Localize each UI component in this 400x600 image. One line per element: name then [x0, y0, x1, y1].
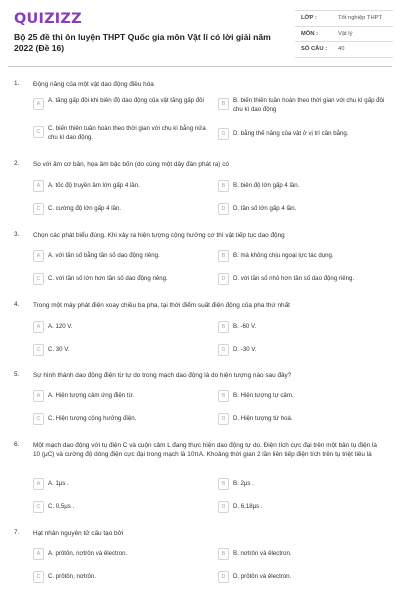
option-a[interactable] [33, 97, 213, 118]
page-header [0, 0, 400, 66]
option-letter-badge: A [33, 98, 44, 110]
quizizz-logo: QUIZIZZ [14, 11, 82, 27]
option-letter-badge: C [33, 413, 44, 425]
document-title: Bộ 25 đề thi ôn luyện THPT Quốc gia môn Vật lí có lời giải năm 2022 (Đề 16) [14, 32, 271, 53]
option-text: A. prôtôn, nơtrôn và êlectron. [48, 549, 128, 557]
option-c[interactable] [33, 412, 213, 426]
option-text: C. cường độ lớn gấp 4 lần. [48, 204, 122, 212]
option-text: C. biến thiên tuần hoàn theo thời gian với chu kì bằng nửa chu kì dao động. [48, 125, 206, 141]
option-b[interactable] [218, 179, 390, 193]
option-text: D. 6,18μs . [233, 502, 263, 510]
option-text: C. prôtôn, nơtrôn. [48, 572, 97, 580]
meta-row-count [295, 42, 393, 58]
question-text: Sự hình thành dao động điện từ tự do trong mạch dao động là do hiện tượng nào sau đây? [33, 372, 292, 379]
option-text: C. 30 V. [48, 345, 70, 353]
meta-value: 40 [338, 46, 345, 53]
question-number: 3. [14, 231, 20, 238]
option-letter-badge: A [33, 321, 44, 333]
option-letter-badge: C [33, 501, 44, 513]
option-letter-badge: D [218, 203, 229, 215]
option-letter-badge: D [218, 413, 229, 425]
option-text: A. 1μs . [48, 479, 69, 487]
option-text: B. Hiện tượng tự cảm. [233, 391, 294, 399]
meta-table [295, 10, 393, 58]
option-letter-badge: C [33, 126, 44, 138]
option-b[interactable] [218, 477, 390, 491]
option-b[interactable] [218, 249, 390, 263]
question-number: 1. [14, 80, 20, 87]
option-d[interactable] [218, 412, 390, 426]
question-number: 2. [14, 160, 20, 167]
option-letter-badge: D [218, 128, 229, 140]
question-text: So với âm cơ bản, họa âm bậc bốn (do cùng một dây đàn phát ra) có [33, 161, 229, 168]
option-letter-badge: D [218, 344, 229, 356]
option-letter-badge: A [33, 548, 44, 560]
option-letter-badge: A [33, 478, 44, 490]
option-text: A. tăng gấp đôi khi biên độ dao động của vật tăng gấp đôi [48, 97, 204, 104]
question-text: Hạt nhân nguyên tử cấu tạo bởi [33, 530, 124, 537]
option-text: A. tốc độ truyền âm lớn gấp 4 lần. [48, 181, 140, 189]
option-letter-badge: C [33, 273, 44, 285]
option-letter-badge: B [218, 250, 229, 262]
option-b[interactable] [218, 320, 390, 334]
option-text: D. Hiện tượng từ hoá. [233, 414, 293, 422]
option-c[interactable] [33, 343, 213, 357]
question-text: Một mạch dao động với tụ điện C và cuộn cảm L đang thực hiện dao động tự do. Điện tích cực đại trên một bản tụ điện là 10 (μC) và cường độ dòng điện cực đại trong mạch là 10πA. Khoảng thời gian 2 lần liên tiếp điện tích trên tụ triệt tiêu là [33, 442, 377, 459]
option-c[interactable] [33, 500, 213, 514]
option-letter-badge: A [33, 180, 44, 192]
option-letter-badge: D [218, 571, 229, 583]
option-a[interactable] [33, 179, 213, 193]
meta-key: LỚP : [301, 15, 317, 22]
option-letter-badge: D [218, 501, 229, 513]
option-b[interactable] [218, 547, 390, 561]
meta-value: Tốt nghiệp THPT [338, 15, 383, 22]
meta-row-subject [295, 27, 393, 43]
option-d[interactable] [218, 202, 390, 216]
option-b[interactable] [218, 389, 390, 403]
question-text: Chọn các phát biểu đúng. Khi xảy ra hiện tượng cộng hưởng cơ thì vật tiếp tục dao động [33, 232, 285, 239]
question-number: 4. [14, 301, 20, 308]
meta-key: MÔN : [301, 30, 319, 37]
option-text: B. -60 V. [233, 322, 257, 330]
option-d[interactable] [218, 127, 390, 141]
option-letter-badge: C [33, 203, 44, 215]
option-text: A. Hiện tượng cảm ứng điện từ. [48, 391, 135, 399]
option-text: C. 0,5μs . [48, 502, 75, 510]
option-letter-badge: C [33, 571, 44, 583]
option-text: C. với tần số lớn hơn tần số dao động riêng. [48, 274, 168, 282]
option-text: B. mà không chịu ngoại lực tác dụng. [233, 251, 334, 259]
option-letter-badge: C [33, 344, 44, 356]
header-divider [8, 66, 392, 67]
option-text: D. prôtôn và êlectron. [233, 572, 292, 580]
option-letter-badge: B [218, 321, 229, 333]
option-d[interactable] [218, 570, 390, 584]
question-number: 5. [14, 371, 20, 378]
option-letter-badge: B [218, 478, 229, 490]
option-text: C. Hiện tượng cộng hưởng điện. [48, 414, 137, 422]
option-text: B. 2μs . [233, 479, 254, 487]
option-text: B. biến thiên tuần hoàn theo thời gian với chu kì gấp đôi chu kì dao động [233, 97, 385, 113]
meta-key: SỐ CÂU : [301, 46, 328, 53]
question-number: 6. [14, 441, 20, 448]
option-letter-badge: B [218, 548, 229, 560]
question-text: Động năng của một vật dao động điều hòa [33, 81, 154, 88]
option-c[interactable] [33, 570, 213, 584]
option-letter-badge: B [218, 390, 229, 402]
option-text: D. tần số lớn gấp 4 lần. [233, 204, 297, 212]
option-text: B. nơtrôn và êlectron. [233, 549, 292, 557]
option-text: D. với tần số nhỏ hơn tần số dao động riêng. [233, 274, 355, 282]
meta-row-class [295, 11, 393, 27]
option-a[interactable] [33, 547, 213, 561]
option-text: A. 120 V. [48, 322, 73, 330]
option-letter-badge: B [218, 98, 229, 110]
option-letter-badge: B [218, 180, 229, 192]
option-text: D. bằng thế năng của vật ở vị trí cân bằng. [233, 129, 349, 137]
question-number: 7. [14, 529, 20, 536]
option-text: B. biên độ lớn gấp 4 lần. [233, 181, 300, 189]
option-letter-badge: A [33, 250, 44, 262]
option-d[interactable] [218, 500, 390, 514]
question-text: Trong một máy phát điện xoay chiều ba pha, tại thời điểm suất điện động của pha thứ nhất [33, 302, 290, 309]
option-c[interactable] [33, 272, 213, 286]
option-text: D. -30 V. [233, 345, 257, 353]
option-c[interactable] [33, 202, 213, 216]
option-a[interactable] [33, 320, 213, 334]
option-a[interactable] [33, 389, 213, 403]
option-d[interactable] [218, 343, 390, 357]
meta-value: Vật lý [338, 30, 353, 37]
option-a[interactable] [33, 249, 213, 263]
option-text: A. với tần số bằng tần số dao động riêng. [48, 251, 160, 259]
option-letter-badge: D [218, 273, 229, 285]
option-letter-badge: A [33, 390, 44, 402]
option-a[interactable] [33, 477, 213, 491]
option-c[interactable] [33, 125, 213, 146]
option-d[interactable] [218, 272, 390, 286]
option-b[interactable] [218, 97, 390, 118]
